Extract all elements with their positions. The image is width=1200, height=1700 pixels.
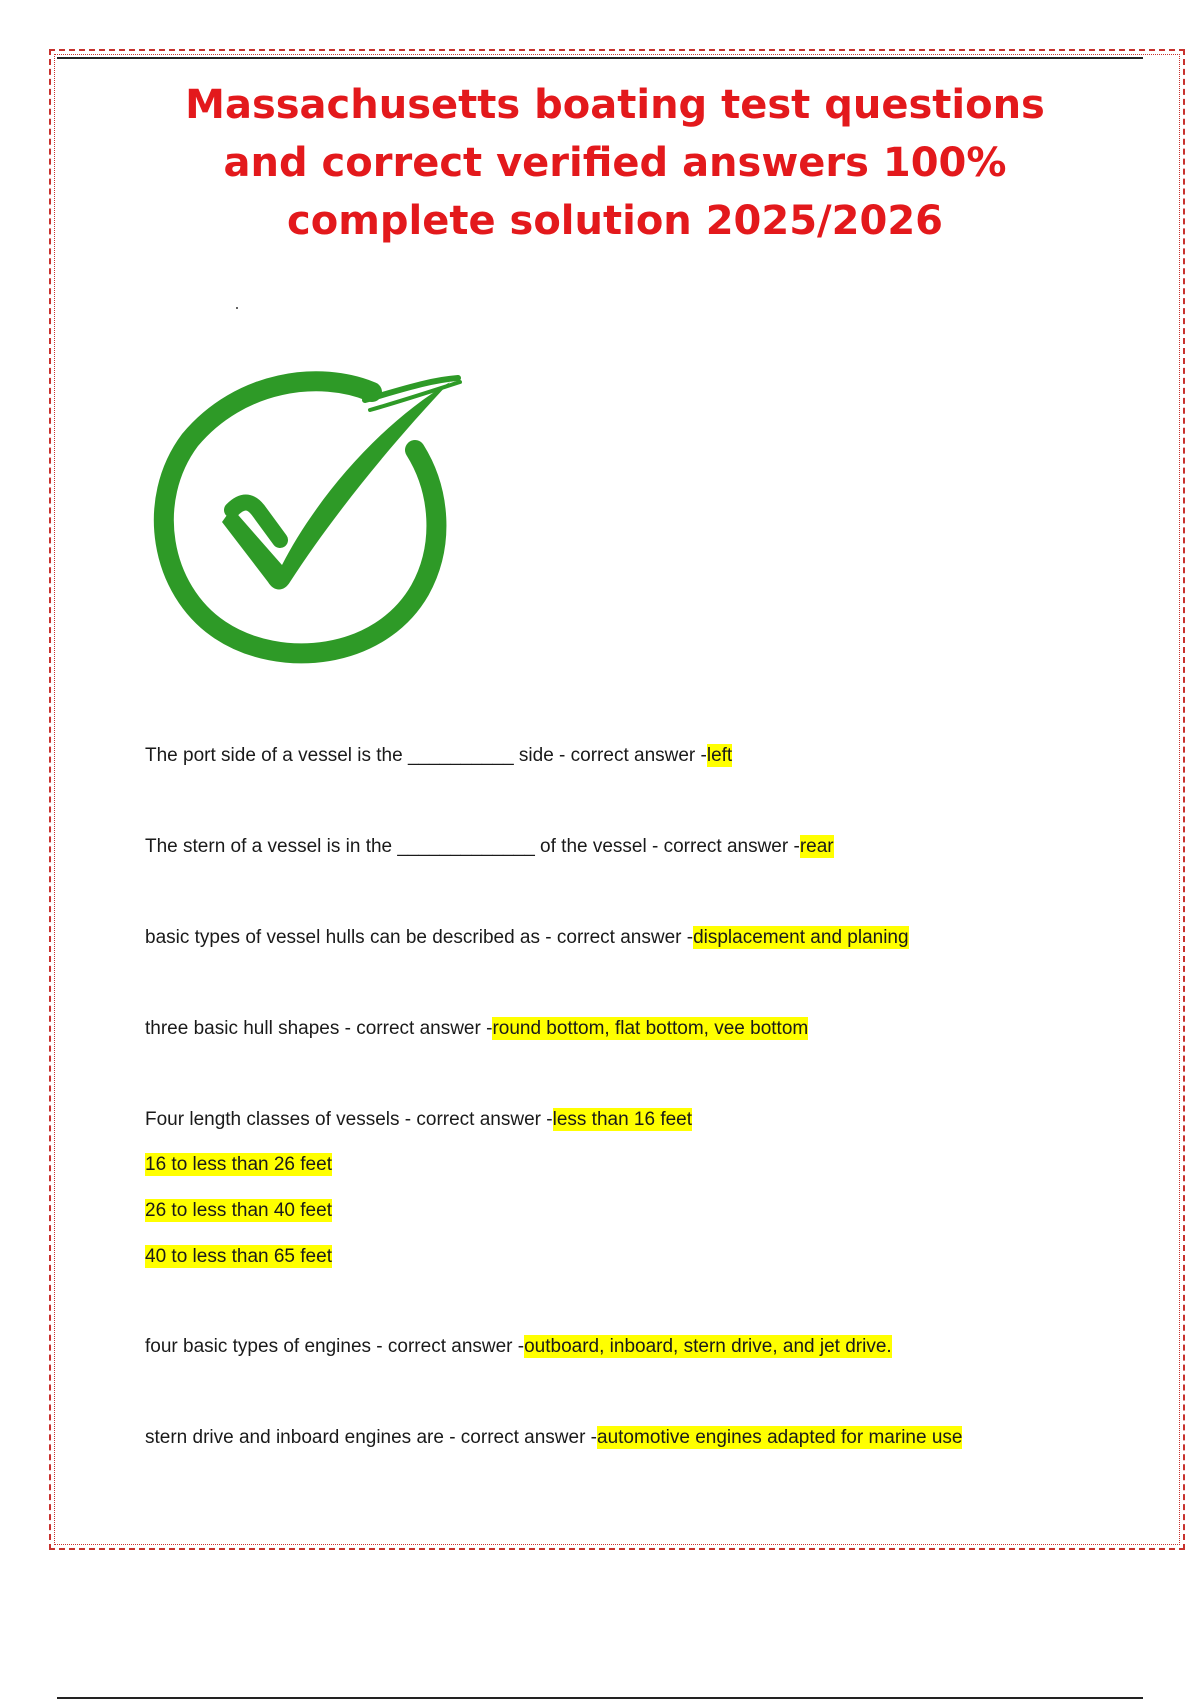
answer-highlight: round bottom, flat bottom, vee bottom [492,1018,809,1039]
answer-highlight: outboard, inboard, stern drive, and jet drive. [524,1336,892,1357]
qa-item [145,1424,962,1452]
qa-item [145,924,909,952]
question-text: three basic hull shapes - correct answer - [145,1018,493,1039]
qa-item [145,742,732,770]
document-title: Massachusetts boating test questions and correct verified answers 100% complete solution 2025/2026 [185,82,1045,244]
qa-item [145,1333,892,1361]
page-border [49,49,1185,1550]
question-text: basic types of vessel hulls can be described as - correct answer - [145,927,694,948]
answer-highlight: automotive engines adapted for marine use [597,1427,963,1448]
question-text: The port side of a vessel is the __________ side - correct answer - [145,745,707,766]
question-text: Four length classes of vessels - correct answer - [145,1109,553,1130]
answer-extra-line: 16 to less than 26 feet [145,1154,332,1175]
stray-dot [236,307,238,309]
bottom-rule [57,1697,1143,1699]
qa-item [145,1015,808,1043]
answer-highlight: rear [799,836,834,857]
qa-item [145,1106,692,1134]
answer-extra-line: 26 to less than 40 feet [145,1200,332,1221]
question-text: The stern of a vessel is in the _____________ of the vessel - correct answer - [145,836,800,857]
qa-item [145,833,834,861]
question-text: four basic types of engines - correct answer - [145,1336,525,1357]
answer-highlight: displacement and planing [693,927,909,948]
answer-highlight: less than 16 feet [552,1109,693,1130]
green-checkmark-circle-icon [150,360,470,670]
top-rule [57,57,1143,59]
question-text: stern drive and inboard engines are - correct answer - [145,1427,598,1448]
answer-highlight: left [706,745,733,766]
answer-extra-line: 40 to less than 65 feet [145,1246,332,1267]
